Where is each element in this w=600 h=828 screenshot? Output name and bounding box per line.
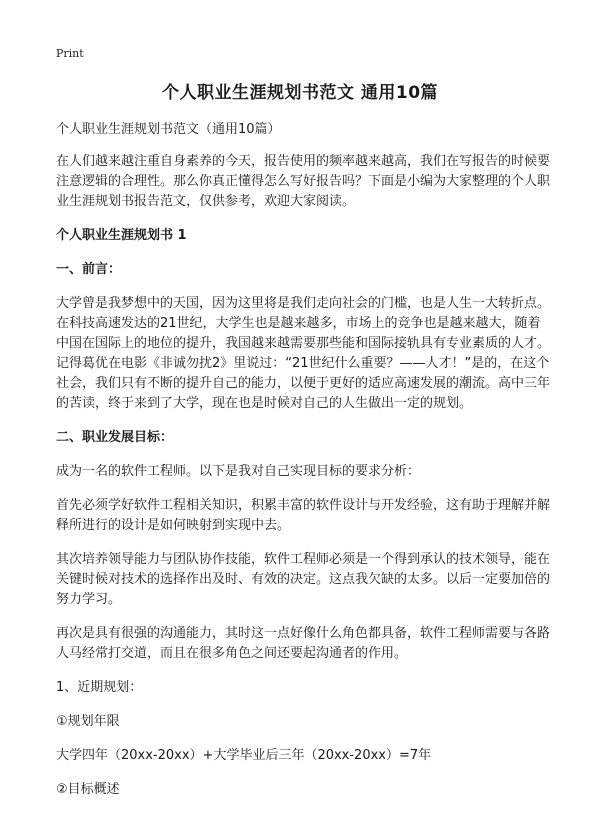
page-title: 个人职业生涯规划书范文 通用10篇 bbox=[161, 83, 439, 103]
plan-years-text: 大学四年（20xx-20xx）+大学毕业后三年（20xx-20xx）=7年 bbox=[56, 748, 432, 763]
goal-heading: 二、职业发展目标： bbox=[56, 430, 174, 445]
print-link[interactable]: Print bbox=[56, 47, 84, 60]
section-title: 个人职业生涯规划书 1 bbox=[56, 228, 187, 243]
preface-heading: 一、前言： bbox=[56, 262, 122, 277]
plan-heading: 1、近期规划： bbox=[56, 680, 143, 695]
goal-paragraph-1: 首先必须学好软件工程相关知识，积累丰富的软件设计与开发经验，这有助于理解并解释所进行的设计是如何映射到实现中去。 bbox=[56, 498, 551, 533]
goal-paragraph-2: 其次培养领导能力与团队协作技能，软件工程师必须是一个得到承认的技术领导，能在关键时候对技术的选择作出及时、有效的决定。这点我欠缺的太多。以后一定要加倍的努力学习。 bbox=[56, 552, 551, 607]
intro-paragraph: 在人们越来越注重自身素养的今天，报告使用的频率越来越高，我们在写报告的时候要注意逻辑的合理性。那么你真正懂得怎么写好报告吗？下面是小编为大家整理的个人职业生涯规划书报告范文，仅供参考，欢迎大家阅读。 bbox=[56, 154, 551, 209]
document-subtitle: 个人职业生涯规划书范文（通用10篇） bbox=[56, 122, 281, 137]
plan-item-years-label: ①规划年限 bbox=[56, 714, 120, 729]
plan-item-overview-label: ②目标概述 bbox=[56, 782, 120, 797]
document-body bbox=[56, 120, 552, 814]
goal-paragraph-3: 再次是具有很强的沟通能力，其时这一点好像什么角色都具备，软件工程师需要与各路人马经常打交道，而且在很多角色之间还要起沟通者的作用。 bbox=[56, 626, 551, 661]
preface-paragraph: 大学曾是我梦想中的天国，因为这里将是我们走向社会的门槛，也是人生一大转折点。在科技高速发达的21世纪，大学生也是越来越多，市场上的竞争也是越来越大，随着中国在国际上的地位的提升，我国越来越需要那些能和国际接轨具有专业素质的人才。记得葛优在电影《非诚勿扰2》里说过：“21世纪什么重要？——人才！”是的，在这个社会，我们只有不断的提升自己的能力，以便于更好的适应高速发展的潮流。高中三年的苦读，终于来到了大学，现在也是时候对自己的人生做出一定的规划。 bbox=[56, 296, 551, 411]
goal-intro-paragraph: 成为一名的软件工程师。以下是我对自己实现目标的要求分析： bbox=[56, 464, 421, 479]
